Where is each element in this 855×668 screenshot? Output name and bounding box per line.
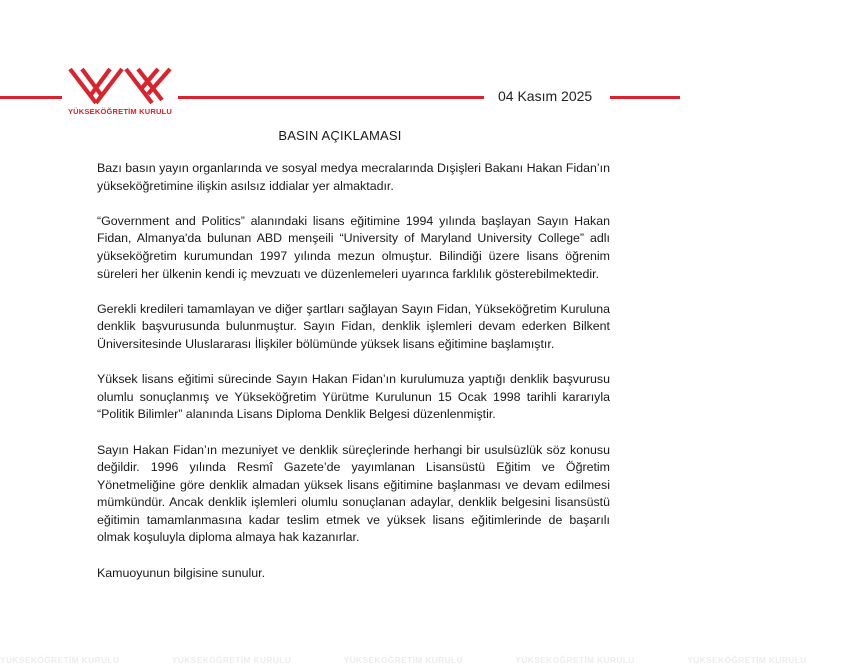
watermark-text: YÜKSEKÖĞRETİM KURULU xyxy=(515,655,635,665)
paragraph-4: Yüksek lisans eğitimi sürecinde Sayın Hakan Fidan’ın kurulumuza yaptığı denklik başvurusu olumlu sonuçlanmış ve Yükseköğretim Yürütme Kurulunun 15 Ocak 1998 tarihli kararıyla “Politik Bilimler” alanında Lisans Diploma Denklik Belgesi düzenlenmiştir. xyxy=(97,372,610,422)
watermark-text: YÜKSEKÖĞRETİM KURULU xyxy=(343,655,463,665)
watermark-text: YÜKSEKÖĞRETİM KURULU xyxy=(171,655,292,665)
watermark-text: YÜKSEKÖĞRETİM KURULU xyxy=(687,655,807,665)
yok-logo xyxy=(62,62,178,122)
paragraph-6: Kamuoyunun bilgisine sunulur. xyxy=(97,565,266,580)
header-line-right xyxy=(610,96,680,99)
yok-logo-icon xyxy=(66,66,174,106)
paragraph-2: “Government and Politics” alanındaki lisans eğitimine 1994 yılında başlayan Sayın Hakan Fidan, Almanya'da bulunan ABD menşeili “University of Maryland University College” adlı yükseköğretim kurumundan 1997 yılında mezun olmuştur. Bilindiği üzere lisans öğrenim süreleri her ülkenin kendi iç mevzuatı ve düzenlemeleri uyarınca farklılık gösterebilmektedir. xyxy=(97,213,610,281)
paragraph-5: Sayın Hakan Fidan’ın mezuniyet ve denklik süreçlerinde herhangi bir usulsüzlük söz konusu değildir. 1996 yılında Resmî Gazete’de yayımlanan Lisansüstü Eğitim ve Öğretim Yönetmeliğine göre denklik almadan yüksek lisans eğitimine başlanması ve devam edilmesi mümkündür. Ancak denklik işlemleri olumlu sonuçlanan adaylar, denklik belgesini lisansüstü eğitimin tamamlanmasına kadar teslim etmek ve yüksek lisans eğitimlerinde de başarılı olmak koşuluyla diploma almaya hak kazanırlar. xyxy=(97,442,610,545)
document-title: BASIN AÇIKLAMASI xyxy=(278,128,402,143)
header-line-middle xyxy=(178,96,484,99)
header-line-left xyxy=(0,96,62,99)
paragraph-3: Gerekli kredileri tamamlayan ve diğer şartları sağlayan Sayın Fidan, Yükseköğretim Kuruluna denklik başvurusunda bulunmuştur. Sayın Fidan, denklik işlemleri devam ederken Bilkent Üniversitesinde Uluslararası İlişkiler bölümünde yüksek lisans eğitimine başlamıştır. xyxy=(97,301,610,351)
watermark-text: YÜKSEKÖĞRETİM KURULU xyxy=(0,655,120,665)
logo-text: YÜKSEKÖĞRETİM KURULU xyxy=(67,107,172,116)
document-date: 04 Kasım 2025 xyxy=(498,88,593,104)
footer-watermark xyxy=(0,650,807,668)
letterhead xyxy=(0,0,680,120)
paragraph-1: Bazı basın yayın organlarında ve sosyal medya mecralarında Dışişleri Bakanı Hakan Fidan’ın yükseköğretimine ilişkin asılsız iddialar yer almaktadır. xyxy=(97,161,610,193)
document-body xyxy=(97,160,610,582)
